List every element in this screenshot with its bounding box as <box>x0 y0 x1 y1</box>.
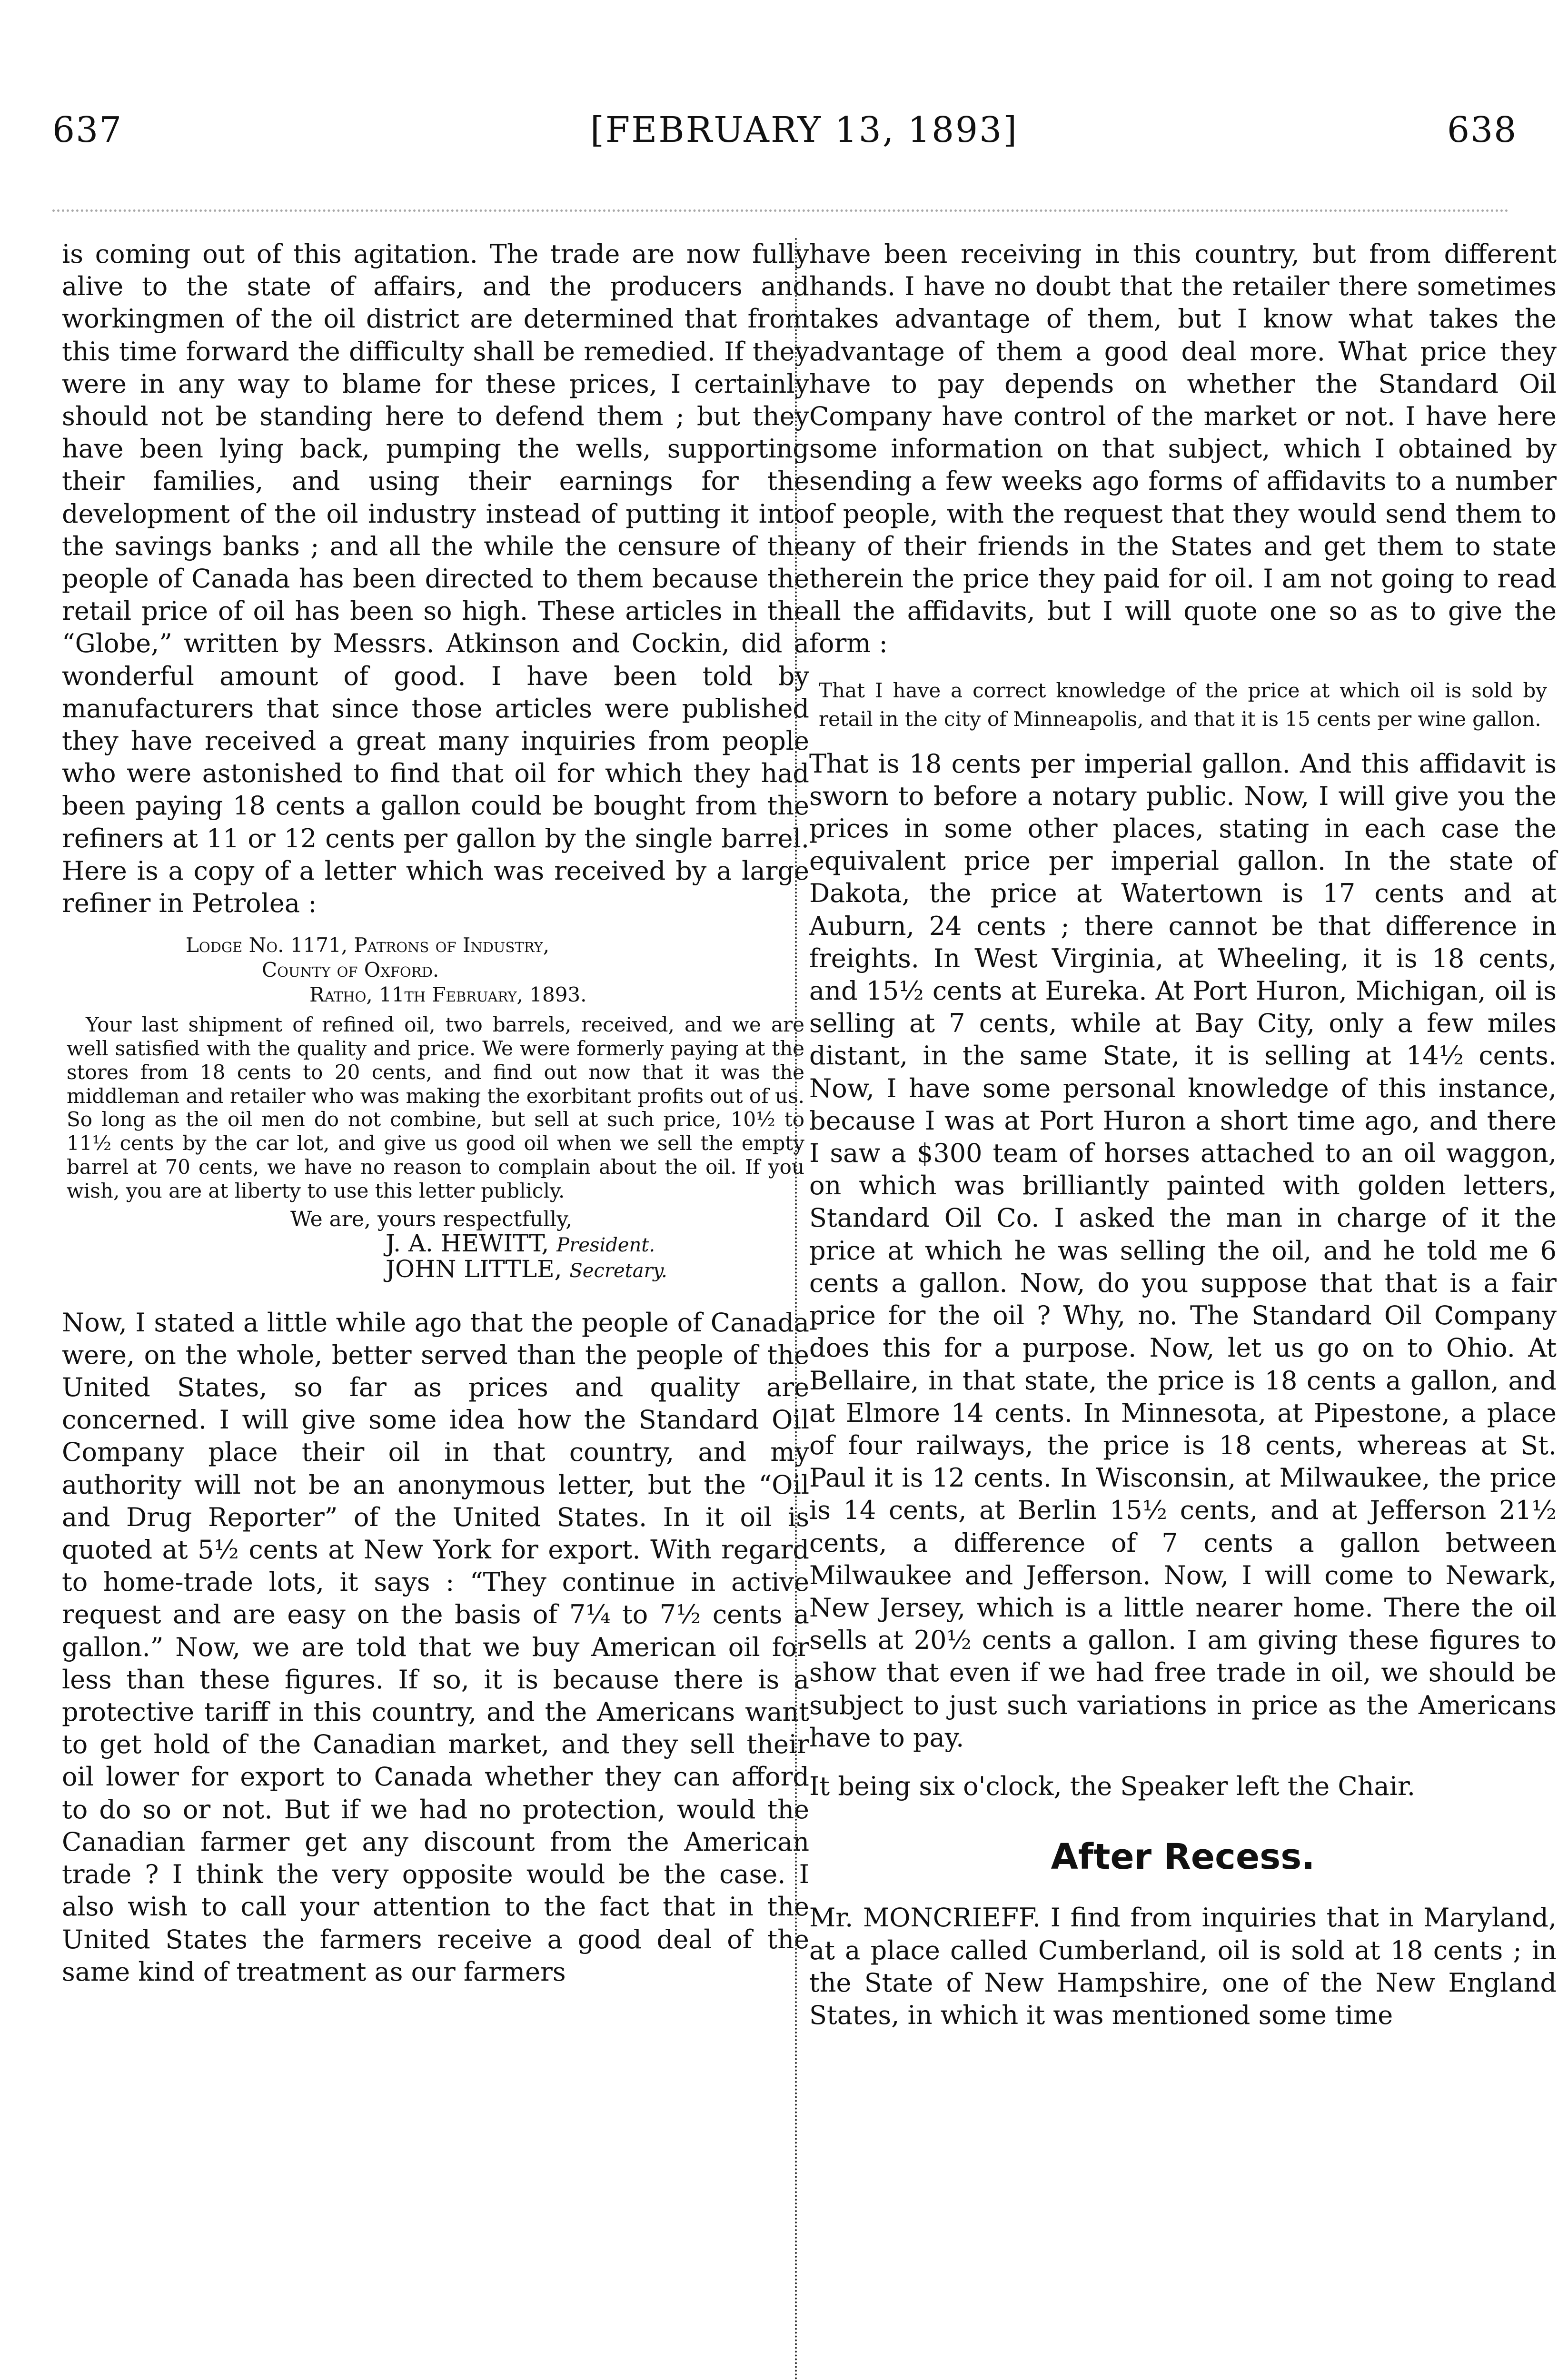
paragraph: is coming out of this agitation. The trade are now fully alive to the state of affairs, and the producers and workingmen of the oil district are determined that from this time forward the difficulty shall be remedied. If they were in any way to blame for these prices, I certainly should not be standing here to defend them ; but they have been lying back, pumping the wells, supporting their families, and using their earnings for the development of the oil industry instead of putting it into the savings banks ; and all the while the censure of the people of Canada has been directed to them because the retail price of oil has been so high. These articles in the “Globe,” written by Messrs. Atkinson and Cockin, did a wonderful amount of good. I have been told by manufacturers that since those articles were published they have received a great many inquiries from people who were astonished to find that oil for which they had been paying 18 cents a gallon could be bought from the refiners at 11 or 12 cents per gallon by the single barrel. Here is a copy of a letter which was received by a large refiner in Petrolea : <box>62 239 809 919</box>
signature-president <box>62 1231 809 1257</box>
letter-closing-line: We are, yours respectfully, <box>290 1207 573 1231</box>
page-number-right: 638 <box>1447 109 1518 150</box>
left-column <box>62 238 809 1988</box>
letter-body: Your last shipment of refined oil, two barrels, received, and we are well satisfied with the quality and price. We were formerly paying at the stores from 18 cents to 20 cents, and find out now that it was the middleman and retailer who was making the exorbitant profits out of us. So long as the oil men do not combine, but sell at such price, 10½ to 11½ cents by the car lot, and give us good oil when we sell the empty barrel at 70 cents, we have no reason to complain about the oil. If you wish, you are at liberty to use this letter publicly. <box>67 1013 804 1202</box>
column-divider <box>795 238 797 2380</box>
paragraph: It being six o'clock, the Speaker left the Chair. <box>809 1771 1416 1801</box>
affidavit-quote: That I have a correct knowledge of the price at which oil is sold by retail in the city of Minneapolis, and that it is 15 cents per wine gallon. <box>819 678 1547 731</box>
signature-name: J. A. HEWITT, <box>386 1229 549 1257</box>
signature-secretary <box>62 1257 809 1283</box>
page-header <box>0 0 1568 190</box>
paragraph: Mr. MONCRIEFF. I find from inquiries that in Maryland, at a place called Cumberland, oil is sold at 18 cents ; in the State of New Hampshire, one of the New England States, in which it was mentioned some time <box>809 1903 1557 2030</box>
right-column <box>809 238 1557 2032</box>
signature-title: President. <box>556 1234 655 1256</box>
letter-heading-line: Ratho, 11th February, 1893. <box>309 983 587 1007</box>
letter-closing <box>62 1208 809 1283</box>
paragraph: That is 18 cents per imperial gallon. And this affidavit is sworn to before a notary public. Now, I will give you the prices in some other places, stating in each case the equivalent price per imperial gallon. In the state of Dakota, the price at Watertown is 17 cents and at Auburn, 24 cents ; there cannot be that difference in freights. In West Virginia, at Wheeling, it is 18 cents, and 15½ cents at Eureka. At Port Huron, Michigan, oil is selling at 7 cents, while at Bay City, only a few miles distant, in the same State, it is selling at 14½ cents. Now, I have some personal knowledge of this instance, because I was at Port Huron a short time ago, and there I saw a $300 team of horses attached to an oil waggon, on which was brilliantly painted with golden letters, Standard Oil Co. I asked the man in charge of it the price at which he was selling the oil, and he told me 6 cents a gallon. Now, do you suppose that that is a fair price for the oil ? Why, no. The Standard Oil Company does this for a purpose. Now, let us go on to Ohio. At Bellaire, in that state, the price is 18 cents a gallon, and at Elmore 14 cents. In Minnesota, at Pipestone, a place of four railways, the price is 18 cents, whereas at St. Paul it is 12 cents. In Wisconsin, at Milwaukee, the price is 14 cents, at Berlin 15½ cents, and at Jefferson 21½ cents, a difference of 7 cents a gallon between Milwaukee and Jefferson. Now, I will come to Newark, New Jersey, which is a little nearer home. There the oil sells at 20½ cents a gallon. I am giving these figures to show that even if we had free trade in oil, we should be subject to just such variations in price as the Americans have to pay. <box>809 748 1557 1753</box>
page-date: [FEBRUARY 13, 1893] <box>590 109 1019 150</box>
paragraph: Now, I stated a little while ago that the people of Canada were, on the whole, better served than the people of the United States, so far as prices and quality are concerned. I will give some idea how the Standard Oil Company place their oil in that country, and my authority will not be an anonymous letter, but the “Oil and Drug Reporter” of the United States. In it oil is quoted at 5½ cents at New York for export. With regard to home-trade lots, it says : “They continue in active request and are easy on the basis of 7¼ to 7½ cents a gallon.” Now, we are told that we buy American oil for less than these figures. If so, it is because there is a protective tariff in this country, and the Americans want to get hold of the Canadian market, and they sell their oil lower for export to Canada whether they can afford to do so or not. But if we had no protection, would the Canadian farmer get any discount from the American trade ? I think the very opposite would be the case. I also wish to call your attention to the fact that in the United States the farmers receive a good deal of the same kind of treatment as our farmers <box>62 1307 809 1987</box>
signature-title: Secretary. <box>569 1259 667 1282</box>
header-rule <box>52 209 1509 215</box>
letter-heading-line: County of Oxford. <box>262 958 439 982</box>
letter-heading <box>62 933 809 1007</box>
page-number-left: 637 <box>52 109 123 150</box>
paragraph: have been receiving in this country, but from different hands. I have no doubt that the retailer there sometimes takes advantage of them, but I know what takes the advantage of them a good deal more. What price they have to pay depends on whether the Standard Oil Company have control of the market or not. I have here some information on that subject, which I obtained by sending a few weeks ago forms of affidavits to a number of people, with the request that they would send them to any of their friends in the States and get them to state therein the price they paid for oil. I am not going to read all the affidavits, but I will quote one so as to give the form : <box>809 239 1557 659</box>
section-heading: After Recess. <box>1051 1836 1315 1878</box>
signature-name: JOHN LITTLE, <box>386 1255 562 1283</box>
letter-heading-line: Lodge No. 1171, Patrons of Industry, <box>186 933 550 957</box>
